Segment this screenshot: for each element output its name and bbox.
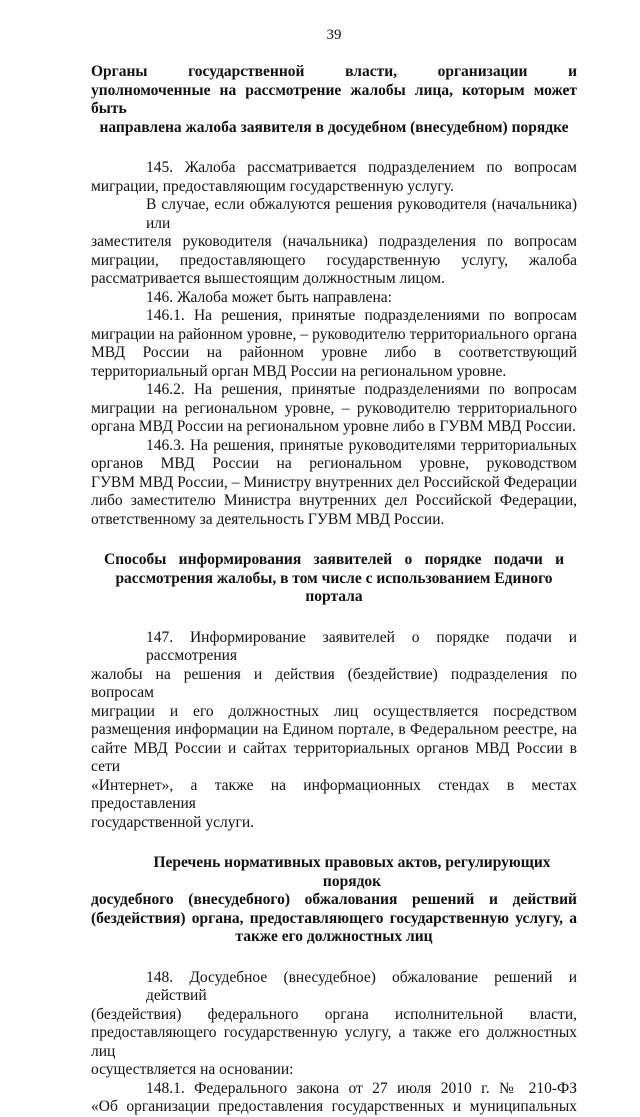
text-line: «Об организации предоставления государственных и муниципальных bbox=[91, 1098, 577, 1115]
section-heading-informing-methods bbox=[91, 551, 577, 607]
text-line: территориальный орган МВД России на региональном уровне. bbox=[91, 362, 507, 380]
text-line: органов МВД России на региональном уровне, руководством bbox=[91, 455, 577, 472]
text-line: миграции, предоставляющим государственную услугу. bbox=[91, 177, 454, 195]
paragraph-148 bbox=[91, 969, 577, 1080]
text-line: 146.3. На решения, принятые руководителями территориальных bbox=[146, 436, 577, 454]
text-line: размещения информации на Едином портале, в Федеральном реестре, на bbox=[91, 721, 577, 738]
text-line: 145. Жалоба рассматривается подразделением по вопросам bbox=[146, 159, 577, 176]
text-line: 146.1. На решения, принятые подразделениями по вопросам bbox=[146, 307, 577, 324]
text-line: 146.2. На решения, принятые подразделениями по вопросам bbox=[146, 381, 577, 398]
heading-line: Способы информирования заявителей о порядке подачи и bbox=[104, 551, 564, 568]
paragraph-146-2 bbox=[91, 381, 577, 437]
text-line: 148. Досудебное (внесудебное) обжалование решений и действий bbox=[146, 968, 577, 1004]
text-line: государственной услуги. bbox=[91, 813, 254, 831]
text-line: (бездействия) федерального органа исполнительной власти, bbox=[91, 1005, 577, 1023]
heading-line: также его должностных лиц bbox=[235, 928, 433, 945]
document-page bbox=[91, 26, 577, 1117]
text-line: предоставляющего государственную услугу, а также его должностных лиц bbox=[91, 1024, 577, 1060]
paragraph-145-case bbox=[91, 196, 577, 289]
paragraph-146-3 bbox=[91, 437, 577, 530]
text-line: «Интернет», а также на информационных стендах в местах предоставления bbox=[91, 776, 577, 812]
text-line: миграции на региональном уровне, – руководителю территориального bbox=[91, 399, 577, 417]
paragraph-146-1 bbox=[91, 307, 577, 381]
text-line: органа МВД России на региональном уровне либо в ГУВМ МВД России. bbox=[91, 418, 576, 435]
text-line: сайте МВД России и сайтах территориальных органов МВД России в сети bbox=[91, 739, 577, 775]
text-line: миграции и его должностных лиц осуществляется посредством bbox=[91, 702, 577, 720]
heading-line: рассмотрения жалобы, в том числе с использованием Единого портала bbox=[115, 569, 553, 605]
paragraph-146 bbox=[91, 289, 577, 308]
heading-line: уполномоченные на рассмотрение жалобы лица, которым может быть bbox=[91, 81, 577, 117]
text-line: В случае, если обжалуются решения руководителя (начальника) или bbox=[146, 196, 577, 232]
text-line: ГУВМ МВД России, – Министру внутренних дел Российской Федерации bbox=[91, 473, 577, 491]
text-line: миграции на районном уровне, – руководителю территориального органа bbox=[91, 325, 577, 343]
paragraph-147 bbox=[91, 629, 577, 833]
text-line: рассматривается вышестоящим должностным лицом. bbox=[91, 270, 445, 287]
text-line: 147. Информирование заявителей о порядке подачи и рассмотрения bbox=[146, 628, 577, 664]
text-line: МВД России на районном уровне либо в соответствующий bbox=[91, 344, 577, 361]
text-line: 148.1. Федерального закона от 27 июля 2010 г. № 210-ФЗ bbox=[146, 1079, 577, 1097]
section-heading-legal-acts bbox=[91, 854, 577, 947]
section-heading-appeal-bodies bbox=[91, 63, 577, 137]
text-line: либо заместителю Министра внутренних дел Российской Федерации, bbox=[91, 492, 577, 509]
text-line: ответственному за деятельность ГУВМ МВД России. bbox=[91, 510, 445, 528]
text-line: осуществляется на основании: bbox=[91, 1061, 294, 1078]
text-line: 146. Жалоба может быть направлена: bbox=[146, 288, 392, 306]
heading-line: досудебного (внесудебного) обжалования решений и действий bbox=[91, 891, 577, 908]
paragraph-148-1 bbox=[91, 1080, 577, 1117]
heading-line: Перечень нормативных правовых актов, регулирующих порядок bbox=[153, 854, 551, 890]
text-line: жалобы на решения и действия (бездействие) подразделения по вопросам bbox=[91, 665, 577, 701]
text-line: миграции, предоставляющего государственную услугу, жалоба bbox=[91, 251, 577, 269]
page-number: 39 bbox=[326, 27, 342, 43]
heading-line: направлена жалоба заявителя в досудебном (внесудебном) порядке bbox=[99, 118, 569, 136]
heading-line: Органы государственной власти, организации и bbox=[91, 63, 577, 80]
text-line: заместителя руководителя (начальника) подразделения по вопросам bbox=[91, 233, 577, 250]
heading-line: (бездействия) органа, предоставляющего государственную услугу, а bbox=[91, 909, 577, 927]
paragraph-145 bbox=[91, 159, 577, 196]
